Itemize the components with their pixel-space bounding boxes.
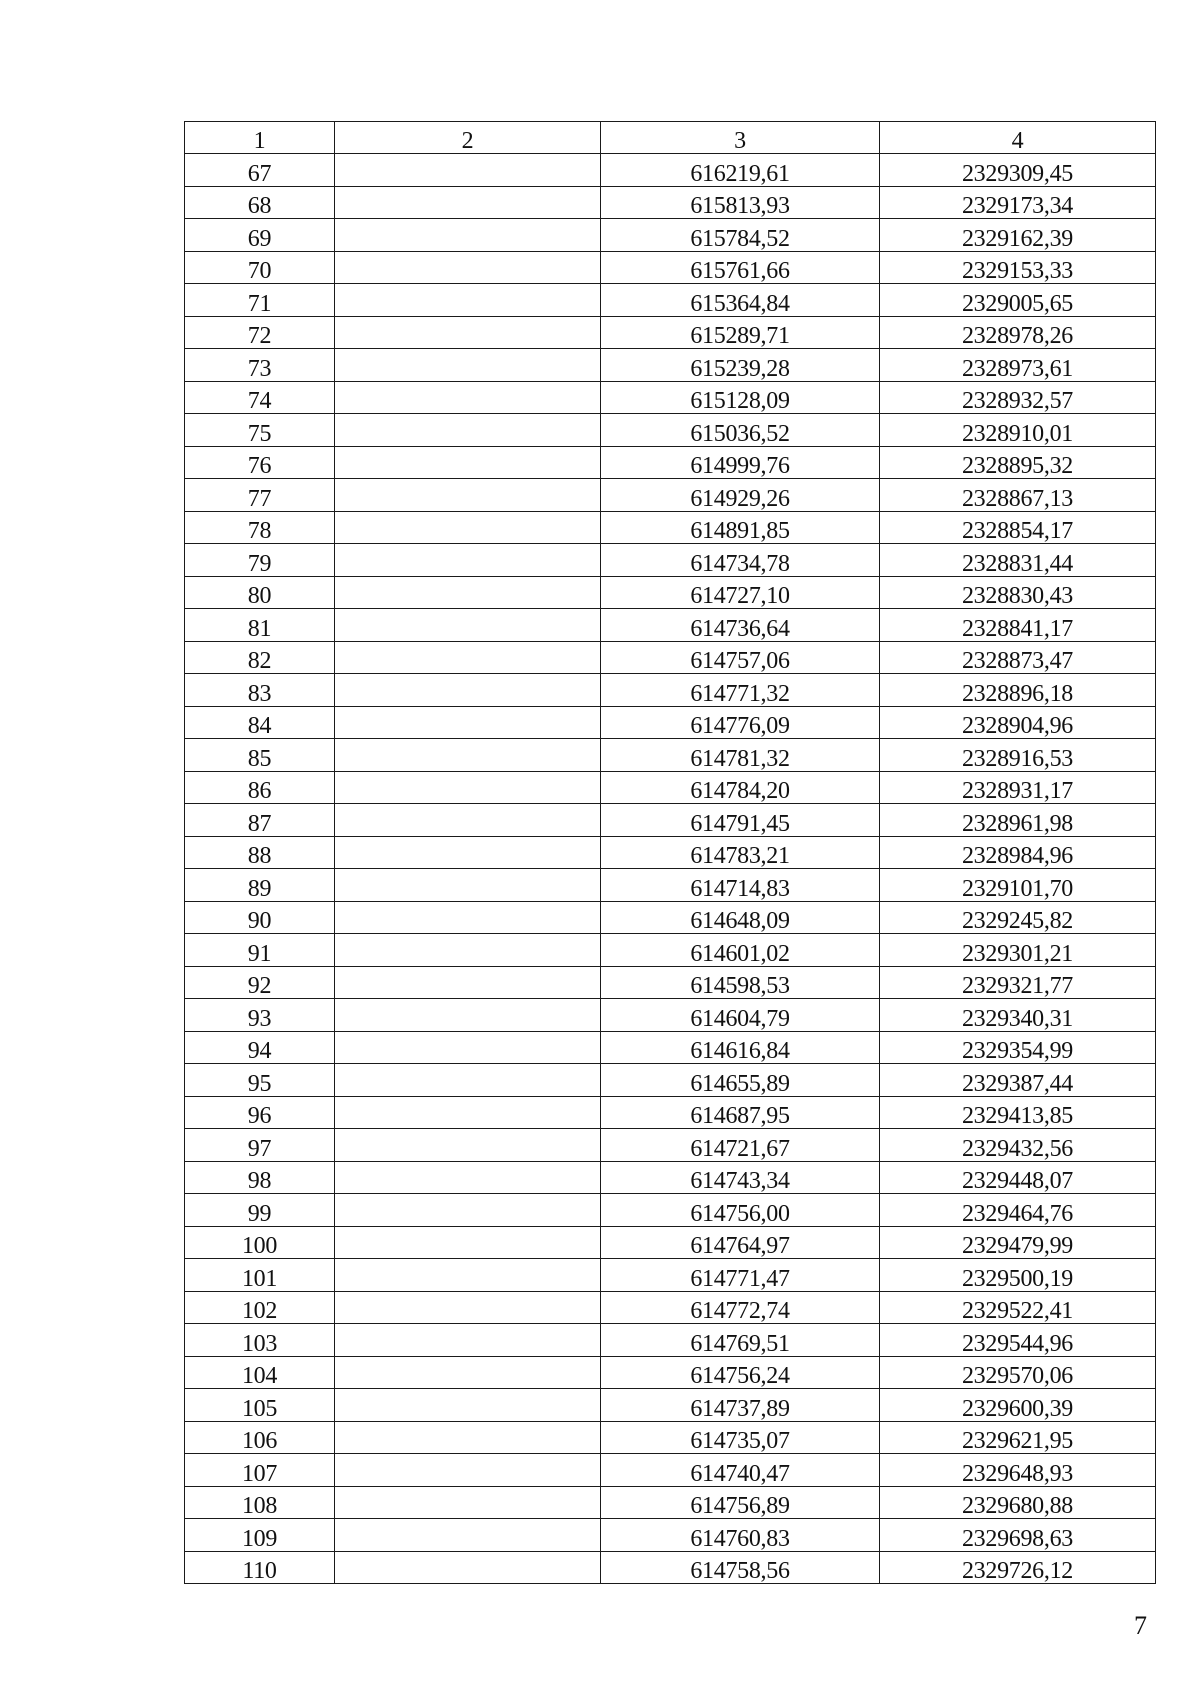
blank-cell xyxy=(335,674,601,707)
y-coordinate-cell: 2329500,19 xyxy=(880,1259,1156,1292)
point-number-cell: 95 xyxy=(185,1064,335,1097)
y-coordinate-cell: 2329173,34 xyxy=(880,186,1156,219)
table-row xyxy=(185,1291,1156,1324)
point-number-cell: 88 xyxy=(185,836,335,869)
blank-cell xyxy=(335,219,601,252)
point-number-cell: 78 xyxy=(185,511,335,544)
y-coordinate-cell: 2328916,53 xyxy=(880,739,1156,772)
y-coordinate-cell: 2329153,33 xyxy=(880,251,1156,284)
x-coordinate-cell: 614756,00 xyxy=(601,1194,880,1227)
blank-cell xyxy=(335,1129,601,1162)
table-row xyxy=(185,219,1156,252)
blank-cell xyxy=(335,1259,601,1292)
y-coordinate-cell: 2328841,17 xyxy=(880,609,1156,642)
table-body xyxy=(185,154,1156,1584)
table-header xyxy=(185,122,1156,154)
blank-cell xyxy=(335,966,601,999)
x-coordinate-cell: 614735,07 xyxy=(601,1421,880,1454)
point-number-cell: 71 xyxy=(185,284,335,317)
point-number-cell: 67 xyxy=(185,154,335,187)
y-coordinate-cell: 2329309,45 xyxy=(880,154,1156,187)
y-coordinate-cell: 2329464,76 xyxy=(880,1194,1156,1227)
table-row xyxy=(185,1129,1156,1162)
table-row xyxy=(185,446,1156,479)
x-coordinate-cell: 614891,85 xyxy=(601,511,880,544)
x-coordinate-cell: 614757,06 xyxy=(601,641,880,674)
blank-cell xyxy=(335,1519,601,1552)
point-number-cell: 99 xyxy=(185,1194,335,1227)
point-number-cell: 101 xyxy=(185,1259,335,1292)
blank-cell xyxy=(335,511,601,544)
x-coordinate-cell: 614772,74 xyxy=(601,1291,880,1324)
point-number-cell: 85 xyxy=(185,739,335,772)
y-coordinate-cell: 2329570,06 xyxy=(880,1356,1156,1389)
x-coordinate-cell: 614776,09 xyxy=(601,706,880,739)
x-coordinate-cell: 615289,71 xyxy=(601,316,880,349)
point-number-cell: 76 xyxy=(185,446,335,479)
blank-cell xyxy=(335,1551,601,1584)
column-header-1: 1 xyxy=(185,122,335,154)
y-coordinate-cell: 2329544,96 xyxy=(880,1324,1156,1357)
blank-cell xyxy=(335,349,601,382)
table-row xyxy=(185,1324,1156,1357)
blank-cell xyxy=(335,706,601,739)
y-coordinate-cell: 2329522,41 xyxy=(880,1291,1156,1324)
blank-cell xyxy=(335,869,601,902)
x-coordinate-cell: 615036,52 xyxy=(601,414,880,447)
blank-cell xyxy=(335,251,601,284)
table-row xyxy=(185,349,1156,382)
y-coordinate-cell: 2329340,31 xyxy=(880,999,1156,1032)
blank-cell xyxy=(335,836,601,869)
x-coordinate-cell: 615784,52 xyxy=(601,219,880,252)
blank-cell xyxy=(335,316,601,349)
y-coordinate-cell: 2328867,13 xyxy=(880,479,1156,512)
x-coordinate-cell: 615364,84 xyxy=(601,284,880,317)
y-coordinate-cell: 2328830,43 xyxy=(880,576,1156,609)
blank-cell xyxy=(335,414,601,447)
blank-cell xyxy=(335,381,601,414)
y-coordinate-cell: 2329680,88 xyxy=(880,1486,1156,1519)
x-coordinate-cell: 614604,79 xyxy=(601,999,880,1032)
blank-cell xyxy=(335,1324,601,1357)
y-coordinate-cell: 2329726,12 xyxy=(880,1551,1156,1584)
y-coordinate-cell: 2328932,57 xyxy=(880,381,1156,414)
point-number-cell: 102 xyxy=(185,1291,335,1324)
table-row xyxy=(185,1161,1156,1194)
table-row xyxy=(185,186,1156,219)
table-row xyxy=(185,544,1156,577)
point-number-cell: 105 xyxy=(185,1389,335,1422)
y-coordinate-cell: 2328854,17 xyxy=(880,511,1156,544)
x-coordinate-cell: 614758,56 xyxy=(601,1551,880,1584)
column-header-2: 2 xyxy=(335,122,601,154)
x-coordinate-cell: 616219,61 xyxy=(601,154,880,187)
y-coordinate-cell: 2328961,98 xyxy=(880,804,1156,837)
x-coordinate-cell: 614601,02 xyxy=(601,934,880,967)
blank-cell xyxy=(335,576,601,609)
table-row xyxy=(185,1421,1156,1454)
table-row xyxy=(185,641,1156,674)
x-coordinate-cell: 615761,66 xyxy=(601,251,880,284)
x-coordinate-cell: 614764,97 xyxy=(601,1226,880,1259)
point-number-cell: 96 xyxy=(185,1096,335,1129)
blank-cell xyxy=(335,1389,601,1422)
x-coordinate-cell: 614771,32 xyxy=(601,674,880,707)
blank-cell xyxy=(335,1096,601,1129)
point-number-cell: 82 xyxy=(185,641,335,674)
blank-cell xyxy=(335,1291,601,1324)
table-row xyxy=(185,251,1156,284)
table-row xyxy=(185,511,1156,544)
point-number-cell: 110 xyxy=(185,1551,335,1584)
table-row xyxy=(185,1454,1156,1487)
x-coordinate-cell: 614734,78 xyxy=(601,544,880,577)
point-number-cell: 93 xyxy=(185,999,335,1032)
y-coordinate-cell: 2328910,01 xyxy=(880,414,1156,447)
y-coordinate-cell: 2328896,18 xyxy=(880,674,1156,707)
y-coordinate-cell: 2329354,99 xyxy=(880,1031,1156,1064)
point-number-cell: 91 xyxy=(185,934,335,967)
x-coordinate-cell: 614687,95 xyxy=(601,1096,880,1129)
x-coordinate-cell: 614727,10 xyxy=(601,576,880,609)
x-coordinate-cell: 614999,76 xyxy=(601,446,880,479)
y-coordinate-cell: 2329432,56 xyxy=(880,1129,1156,1162)
blank-cell xyxy=(335,609,601,642)
x-coordinate-cell: 614756,24 xyxy=(601,1356,880,1389)
point-number-cell: 86 xyxy=(185,771,335,804)
y-coordinate-cell: 2329621,95 xyxy=(880,1421,1156,1454)
table-row xyxy=(185,1226,1156,1259)
blank-cell xyxy=(335,446,601,479)
point-number-cell: 108 xyxy=(185,1486,335,1519)
x-coordinate-cell: 614783,21 xyxy=(601,836,880,869)
point-number-cell: 109 xyxy=(185,1519,335,1552)
y-coordinate-cell: 2329101,70 xyxy=(880,869,1156,902)
point-number-cell: 92 xyxy=(185,966,335,999)
x-coordinate-cell: 614769,51 xyxy=(601,1324,880,1357)
blank-cell xyxy=(335,934,601,967)
point-number-cell: 107 xyxy=(185,1454,335,1487)
table-row xyxy=(185,1096,1156,1129)
table-row xyxy=(185,836,1156,869)
y-coordinate-cell: 2329387,44 xyxy=(880,1064,1156,1097)
y-coordinate-cell: 2329479,99 xyxy=(880,1226,1156,1259)
x-coordinate-cell: 615813,93 xyxy=(601,186,880,219)
x-coordinate-cell: 614791,45 xyxy=(601,804,880,837)
y-coordinate-cell: 2329698,63 xyxy=(880,1519,1156,1552)
y-coordinate-cell: 2328904,96 xyxy=(880,706,1156,739)
blank-cell xyxy=(335,739,601,772)
y-coordinate-cell: 2328973,61 xyxy=(880,349,1156,382)
table-row xyxy=(185,576,1156,609)
x-coordinate-cell: 614655,89 xyxy=(601,1064,880,1097)
y-coordinate-cell: 2329162,39 xyxy=(880,219,1156,252)
x-coordinate-cell: 614648,09 xyxy=(601,901,880,934)
table-row xyxy=(185,674,1156,707)
point-number-cell: 94 xyxy=(185,1031,335,1064)
blank-cell xyxy=(335,1161,601,1194)
table-row xyxy=(185,1031,1156,1064)
table-row xyxy=(185,804,1156,837)
table-row xyxy=(185,1064,1156,1097)
x-coordinate-cell: 615128,09 xyxy=(601,381,880,414)
table-row xyxy=(185,901,1156,934)
blank-cell xyxy=(335,901,601,934)
point-number-cell: 103 xyxy=(185,1324,335,1357)
y-coordinate-cell: 2328831,44 xyxy=(880,544,1156,577)
blank-cell xyxy=(335,1356,601,1389)
x-coordinate-cell: 614740,47 xyxy=(601,1454,880,1487)
table-row xyxy=(185,381,1156,414)
table-row xyxy=(185,154,1156,187)
y-coordinate-cell: 2328978,26 xyxy=(880,316,1156,349)
blank-cell xyxy=(335,1064,601,1097)
point-number-cell: 72 xyxy=(185,316,335,349)
column-header-3: 3 xyxy=(601,122,880,154)
point-number-cell: 87 xyxy=(185,804,335,837)
blank-cell xyxy=(335,1421,601,1454)
point-number-cell: 74 xyxy=(185,381,335,414)
y-coordinate-cell: 2328931,17 xyxy=(880,771,1156,804)
y-coordinate-cell: 2329301,21 xyxy=(880,934,1156,967)
point-number-cell: 84 xyxy=(185,706,335,739)
blank-cell xyxy=(335,1031,601,1064)
table-row xyxy=(185,706,1156,739)
x-coordinate-cell: 614781,32 xyxy=(601,739,880,772)
point-number-cell: 69 xyxy=(185,219,335,252)
point-number-cell: 104 xyxy=(185,1356,335,1389)
blank-cell xyxy=(335,186,601,219)
y-coordinate-cell: 2329600,39 xyxy=(880,1389,1156,1422)
table-row xyxy=(185,771,1156,804)
point-number-cell: 80 xyxy=(185,576,335,609)
x-coordinate-cell: 614929,26 xyxy=(601,479,880,512)
x-coordinate-cell: 614616,84 xyxy=(601,1031,880,1064)
blank-cell xyxy=(335,154,601,187)
page-number: 7 xyxy=(1134,1611,1147,1640)
point-number-cell: 97 xyxy=(185,1129,335,1162)
point-number-cell: 100 xyxy=(185,1226,335,1259)
x-coordinate-cell: 614714,83 xyxy=(601,869,880,902)
coordinates-table xyxy=(184,121,1156,1584)
blank-cell xyxy=(335,1486,601,1519)
point-number-cell: 90 xyxy=(185,901,335,934)
point-number-cell: 75 xyxy=(185,414,335,447)
point-number-cell: 73 xyxy=(185,349,335,382)
point-number-cell: 81 xyxy=(185,609,335,642)
y-coordinate-cell: 2329245,82 xyxy=(880,901,1156,934)
table-row xyxy=(185,414,1156,447)
x-coordinate-cell: 614721,67 xyxy=(601,1129,880,1162)
blank-cell xyxy=(335,479,601,512)
table-row xyxy=(185,1194,1156,1227)
table-row xyxy=(185,869,1156,902)
point-number-cell: 98 xyxy=(185,1161,335,1194)
blank-cell xyxy=(335,1194,601,1227)
y-coordinate-cell: 2329448,07 xyxy=(880,1161,1156,1194)
header-row xyxy=(185,122,1156,154)
table-row xyxy=(185,1519,1156,1552)
blank-cell xyxy=(335,1454,601,1487)
y-coordinate-cell: 2328873,47 xyxy=(880,641,1156,674)
table-row xyxy=(185,1356,1156,1389)
blank-cell xyxy=(335,544,601,577)
blank-cell xyxy=(335,804,601,837)
table-row xyxy=(185,1259,1156,1292)
x-coordinate-cell: 614598,53 xyxy=(601,966,880,999)
table-row xyxy=(185,966,1156,999)
blank-cell xyxy=(335,999,601,1032)
blank-cell xyxy=(335,641,601,674)
point-number-cell: 68 xyxy=(185,186,335,219)
x-coordinate-cell: 614771,47 xyxy=(601,1259,880,1292)
column-header-4: 4 xyxy=(880,122,1156,154)
y-coordinate-cell: 2329005,65 xyxy=(880,284,1156,317)
table-row xyxy=(185,1389,1156,1422)
y-coordinate-cell: 2329648,93 xyxy=(880,1454,1156,1487)
table-row xyxy=(185,999,1156,1032)
table-row xyxy=(185,479,1156,512)
x-coordinate-cell: 615239,28 xyxy=(601,349,880,382)
table-row xyxy=(185,1486,1156,1519)
point-number-cell: 89 xyxy=(185,869,335,902)
point-number-cell: 83 xyxy=(185,674,335,707)
point-number-cell: 77 xyxy=(185,479,335,512)
table-row xyxy=(185,934,1156,967)
x-coordinate-cell: 614737,89 xyxy=(601,1389,880,1422)
y-coordinate-cell: 2328984,96 xyxy=(880,836,1156,869)
table-row xyxy=(185,1551,1156,1584)
table-row xyxy=(185,284,1156,317)
table-row xyxy=(185,316,1156,349)
blank-cell xyxy=(335,1226,601,1259)
blank-cell xyxy=(335,284,601,317)
y-coordinate-cell: 2329321,77 xyxy=(880,966,1156,999)
y-coordinate-cell: 2329413,85 xyxy=(880,1096,1156,1129)
point-number-cell: 106 xyxy=(185,1421,335,1454)
x-coordinate-cell: 614743,34 xyxy=(601,1161,880,1194)
x-coordinate-cell: 614756,89 xyxy=(601,1486,880,1519)
x-coordinate-cell: 614736,64 xyxy=(601,609,880,642)
table-row xyxy=(185,609,1156,642)
blank-cell xyxy=(335,771,601,804)
y-coordinate-cell: 2328895,32 xyxy=(880,446,1156,479)
point-number-cell: 79 xyxy=(185,544,335,577)
x-coordinate-cell: 614784,20 xyxy=(601,771,880,804)
x-coordinate-cell: 614760,83 xyxy=(601,1519,880,1552)
point-number-cell: 70 xyxy=(185,251,335,284)
table-row xyxy=(185,739,1156,772)
